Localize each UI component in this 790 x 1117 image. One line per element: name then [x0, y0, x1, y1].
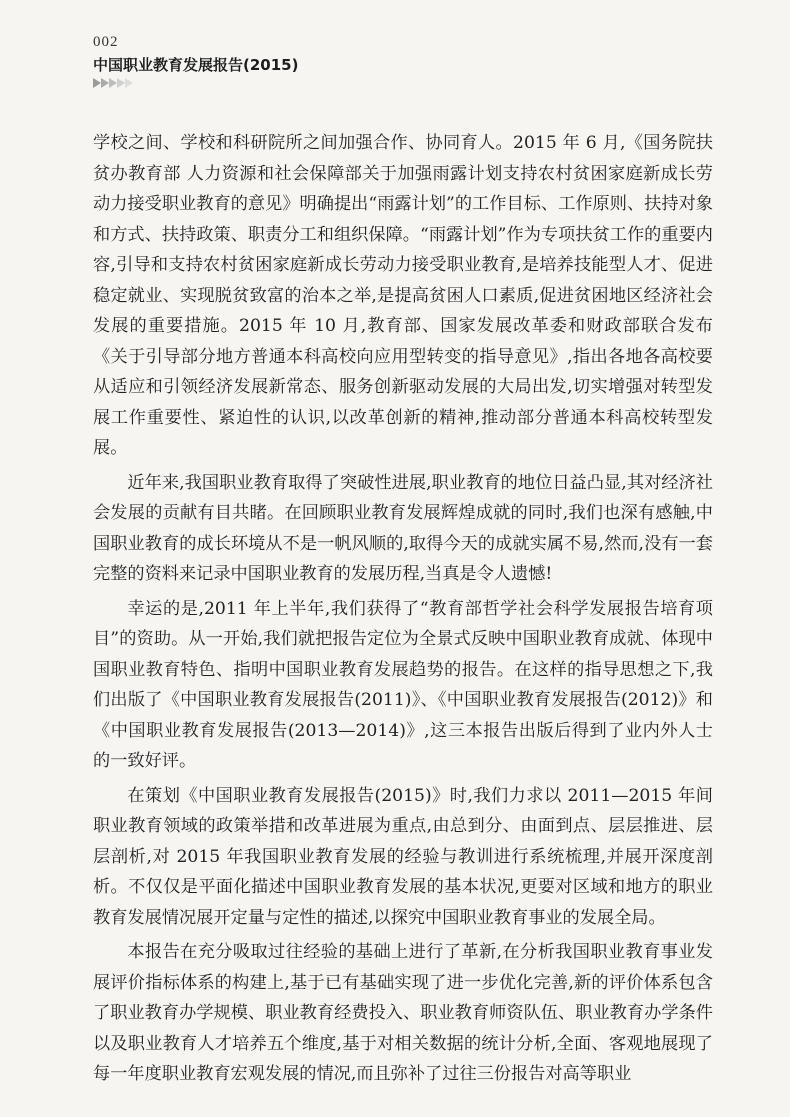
body-text [93, 128, 713, 1094]
paragraph-2: 近年来,我国职业教育取得了突破性进展,职业教育的地位日益凸显,其对经济社会发展的贡献有目共睹。在回顾职业教育发展辉煌成就的同时,我们也深有感触,中国职业教育的成长环境从不是一帆风顺的,取得今天的成就实属不易,然而,没有一套完整的资料来记录中国职业教育的发展历程,当真是令人遗憾! [93, 472, 713, 584]
page-header [93, 32, 713, 88]
arrow-decoration-icon [93, 78, 713, 88]
paragraph-3: 幸运的是,2011 年上半年,我们获得了“教育部哲学社会科学发展报告培育项目”的资助。从一开始,我们就把报告定位为全景式反映中国职业教育成就、体现中国职业教育特色、指明中国职业教育发展趋势的报告。在这样的指导思想之下,我们出版了《中国职业教育发展报告(2011)》、《中国职业教育发展报告(2012)》和《中国职业教育发展报告(2013—2014)》,这三本报告出版后得到了业内外人士的一致好评。 [93, 598, 713, 771]
running-title: 中国职业教育发展报告(2015) [93, 56, 299, 74]
paragraph-1: 学校之间、学校和科研院所之间加强合作、协同育人。2015 年 6 月,《国务院扶贫办教育部 人力资源和社会保障部关于加强雨露计划支持农村贫困家庭新成长劳动力接受职业教育的意见》明确提出“雨露计划”的工作目标、工作原则、扶持对象和方式、扶持政策、职责分工和组织保障。“雨露计划”作为专项扶贫工作的重要内容,引导和支持农村贫困家庭新成长劳动力接受职业教育,是培养技能型人才、促进稳定就业、实现脱贫致富的治本之举,是提高贫困人口素质,促进贫困地区经济社会发展的重要措施。2015 年 10 月,教育部、国家发展改革委和财政部联合发布《关于引导部分地方普通本科高校向应用型转变的指导意见》,指出各地各高校要从适应和引领经济发展新常态、服务创新驱动发展的大局出发,切实增强对转型发展工作重要性、紧迫性的认识,以改革创新的精神,推动部分普通本科高校转型发展。 [93, 133, 713, 458]
page-number: 002 [93, 34, 119, 50]
paragraph-4: 在策划《中国职业教育发展报告(2015)》时,我们力求以 2011—2015 年间职业教育领域的政策举措和改革进展为重点,由总到分、由面到点、层层推进、层层剖析,对 2015 年我国职业教育发展的经验与教训进行系统梳理,并展开深度剖析。不仅仅是平面化描述中国职业教育发展的基本状况,更要对区域和地方的职业教育发展情况展开定量与定性的描述,以探究中国职业教育事业的发展全局。 [93, 785, 713, 928]
paragraph-5: 本报告在充分吸取过往经验的基础上进行了革新,在分析我国职业教育事业发展评价指标体系的构建上,基于已有基础实现了进一步优化完善,新的评价体系包含了职业教育办学规模、职业教育经费投入、职业教育师资队伍、职业教育办学条件以及职业教育人才培养五个维度,基于对相关数据的统计分析,全面、客观地展现了每一年度职业教育宏观发展的情况,而且弥补了过往三份报告对高等职业 [93, 942, 713, 1084]
